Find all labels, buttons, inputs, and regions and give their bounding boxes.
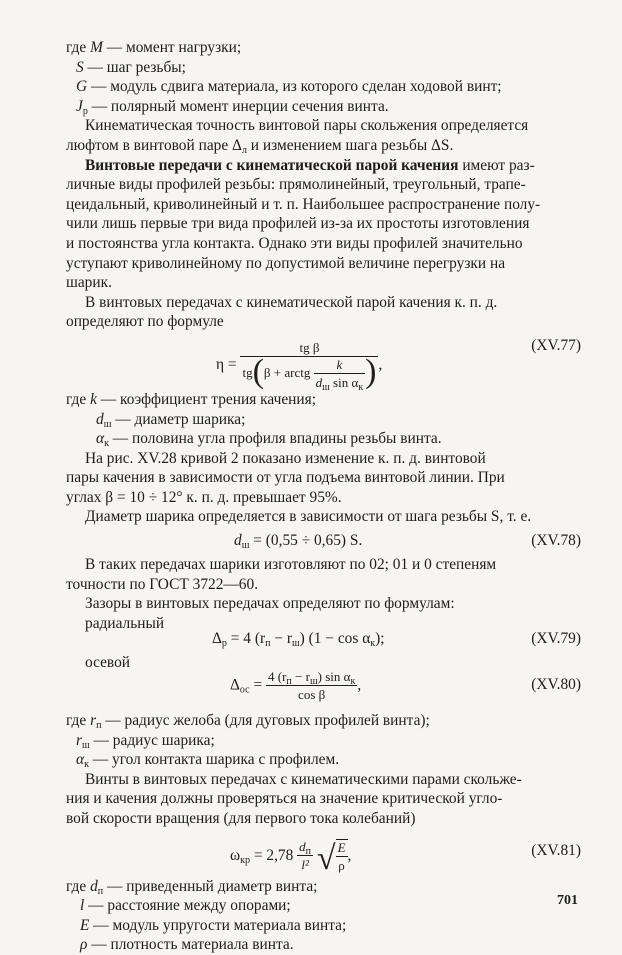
paragraph-line: В винтовых передачах с кинематической парой качения к. п. д. (85, 293, 498, 311)
legend-line: l — расстояние между опорами; (80, 897, 291, 915)
paragraph-line: и постоянства угла контакта. Однако эти виды профилей значительно (66, 234, 523, 252)
equation-number: (XV.81) (531, 841, 581, 859)
paragraph-line: На рис. XV.28 кривой 2 показано изменение к. п. д. винтовой (85, 449, 486, 467)
legend-line: ρ — плотность материала винта. (80, 936, 294, 954)
eq77-fraction: tg β tg(β + arctg $\frac{k}{d_ш \sin \alpha_к}$ ) (242, 339, 377, 393)
formula-label: осевой (85, 654, 131, 672)
equation-xv78: $d_ш = (0,55 \div 0,65)$ S. (XV.78) (234, 532, 581, 552)
paragraph-line: люфтом в винтовой паре $\Delta_л$ и изменением шага резьбы ΔS. (66, 136, 454, 156)
legend-line: где $d_п$ — приведенный диаметр винта; (66, 877, 318, 897)
paragraph-line: Винты в винтовых передачах с кинематическими парами скольже- (85, 770, 522, 788)
equation-xv79: $\Delta_р = 4$ $(r_п - r_ш) (1 - \cos \alpha_к)$; (XV.79) (212, 630, 581, 650)
paragraph-line: уступают криволинейному по допустимой величине перегрузки на (66, 254, 506, 272)
paragraph-line: чили лишь первые три вида профилей из-за их простоты изготовления (66, 215, 530, 233)
equation-number: (XV.78) (531, 532, 581, 550)
legend-line: S — шаг резьбы; (76, 58, 186, 76)
paragraph-line: Зазоры в винтовых передачах определяют по формулам: (85, 595, 455, 613)
paragraph-line: точности по ГОСТ 3722—60. (66, 575, 259, 593)
eq77-lhs: η = (216, 355, 241, 373)
sqrt-symbol: √ (316, 840, 336, 878)
eq81-fraction: $\frac{d_п}{\text{l²}}$ (299, 839, 312, 873)
paragraph-line: вой скорости вращения (для первого тока колебаний) (66, 810, 416, 827)
paragraph-line: шарик. (66, 274, 112, 292)
paragraph-line: Диаметр шарика определяется в зависимости от шага резьбы S, т. е. (85, 508, 532, 526)
legend-line: $\alpha_к$ — половина угла профиля впадины резьбы винта. (96, 430, 442, 450)
equation-number: (XV.79) (531, 630, 581, 648)
legend-line: $J_р$ — полярный момент инерции сечения винта. (76, 97, 389, 117)
paragraph-line: ния и качения должны проверяться на значение критической угло- (66, 790, 503, 808)
equation-xv80: $\Delta_{ос}$ = $\frac{4 (r_п - r_ш) \sin \alpha_к}{\text{cos β}}$ , (XV.80) (230, 669, 581, 703)
paragraph-line: определяют по формуле (66, 313, 224, 331)
paragraph-line: личные виды профилей резьбы: прямолинейный, треугольный, трапе- (66, 176, 526, 194)
paragraph-line: углах β = 10 ÷ 12° к. п. д. превышает 95%. (66, 488, 342, 506)
paragraph-line: пары качения в зависимости от угла подъема винтовой линии. При (66, 469, 505, 487)
eq80-fraction: $\frac{4 (r_п - r_ш) \sin \alpha_к}{\text{cos β}}$ (267, 669, 356, 703)
legend-line: $r_ш$ — радиус шарика; (76, 731, 215, 751)
legend-line: $\alpha_к$ — угол контакта шарика с профилем. (76, 751, 340, 771)
paragraph-line: Кинематическая точность винтовой пары скольжения определяется (85, 117, 529, 135)
equation-number: (XV.77) (531, 336, 581, 354)
paragraph-line: Винтовые передачи с кинематической парой качения имеют раз- (85, 156, 535, 174)
paragraph-line: В таких передачах шарики изготовляют по 02; 01 и 0 степеням (85, 556, 497, 574)
page-body (66, 38, 581, 955)
formula-label: радиальный (85, 614, 165, 632)
equation-xv81: $\omega_{кр} = 2,78$ $\frac{d_п}{\text{l²}}$ √ $\frac{E}{\rho}$ , (XV.81) (230, 839, 581, 878)
equation-xv77: η = tg β tg(β + arctg $\frac{k}{d_ш \sin \alpha_к}$ ) , (XV.77) (216, 336, 581, 393)
legend-line: где k — коэффициент трения качения; (66, 390, 316, 408)
legend-line: где $r_п$ — радиус желоба (для дуговых профилей винта); (66, 712, 430, 732)
legend-line: $d_ш$ — диаметр шарика; (96, 410, 246, 430)
equation-number: (XV.80) (531, 676, 581, 694)
legend-line: E — модуль упругости материала винта; (80, 916, 347, 934)
legend-line: где M — момент нагрузки; (66, 39, 242, 56)
paragraph-line: цеидальный, криволинейный и т. п. Наибольшее распространение полу- (66, 195, 541, 213)
page-number: 701 (557, 893, 578, 908)
legend-line: G — модуль сдвига материала, из которого сделан ходовой винт; (76, 78, 502, 96)
